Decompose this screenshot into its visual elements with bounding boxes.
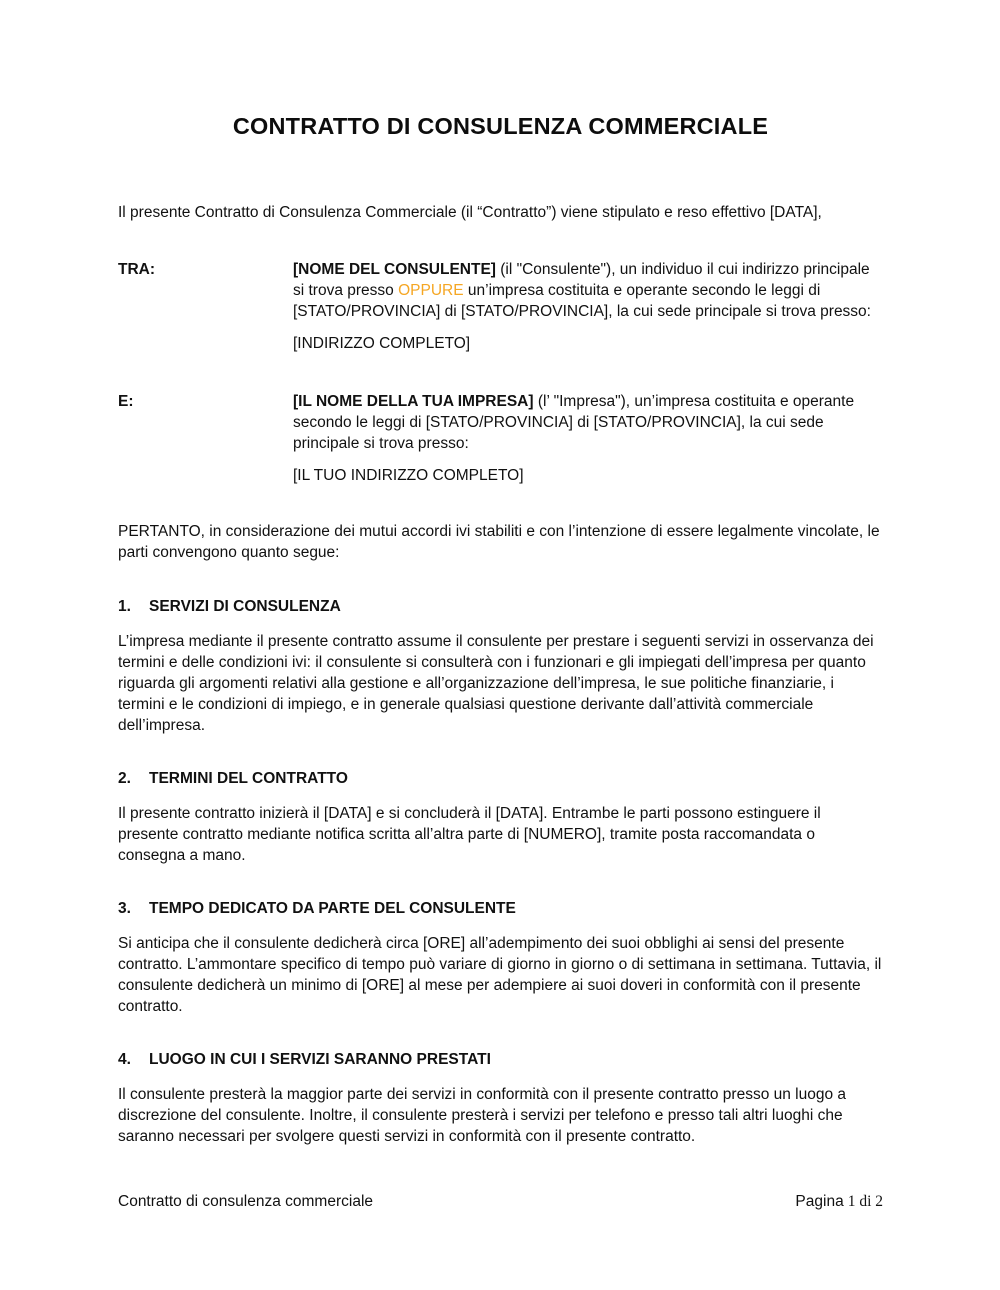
party-text-segment: (il "Consulente"), un individuo il cui indirizzo principale si trova presso (293, 261, 870, 299)
section-title: TERMINI DEL CONTRATTO (149, 770, 348, 787)
section-heading-1 (118, 596, 883, 617)
footer-document-name: Contratto di consulenza commerciale (118, 1193, 374, 1210)
party-content-tra (293, 259, 883, 354)
section-body-2: Il presente contratto inizierà il [DATA] e si concluderà il [DATA]. Entrambe le parti possono estinguere il presente contratto mediante notifica scritta all’altra parte di [NUMERO], tramite posta raccomandata o consegna a mano. (118, 805, 821, 864)
footer-page-indicator (795, 1191, 883, 1212)
section-heading-2 (118, 768, 883, 789)
company-name-placeholder: [IL NOME DELLA TUA IMPRESA] (293, 393, 534, 410)
party-paragraph (293, 259, 883, 322)
section-title: SERVIZI DI CONSULENZA (149, 598, 341, 615)
section-title: LUOGO IN CUI I SERVIZI SARANNO PRESTATI (149, 1051, 491, 1068)
recitals-paragraph: PERTANTO, in considerazione dei mutui accordi ivi stabiliti e con l’intenzione di essere legalmente vincolate, le parti convengono quanto segue: (118, 523, 880, 561)
section-number: 1. (118, 598, 131, 615)
section-body-3: Si anticipa che il consulente dedicherà circa [ORE] all’adempimento dei suoi obblighi ai sensi del presente contratto. L’ammontare specifico di tempo può variare di giorno in giorno o di settimana in settimana. Tuttavia, il consulente dedicherà un minimo di [ORE] al mese per adempiere ai suoi doveri in conformità con il presente contratto. (118, 935, 882, 1015)
party-text-segment: un’impresa costituita e operante secondo le leggi di [STATO/PROVINCIA] di [STATO/PROVINCIA], la cui sede principale si trova presso: (293, 282, 871, 320)
address-placeholder: [INDIRIZZO COMPLETO] (293, 335, 471, 352)
party-label-e: E: (118, 393, 134, 410)
page-footer (118, 1191, 883, 1212)
section-body-1: L’impresa mediante il presente contratto assume il consulente per prestare i seguenti servizi in osservanza dei termini e delle condizioni ivi: il consulente si consulterà con i funzionari e gli impiegati dell’impresa per quanto riguarda gli argomenti relativi alla gestione e all’organizzazione dell’impresa, le sue politiche finanziarie, i termini e le condizioni di impiego, e in generale qualsiasi questione derivante dall’attività commerciale dell’impresa. (118, 633, 874, 734)
section-title: TEMPO DEDICATO DA PARTE DEL CONSULENTE (149, 900, 516, 917)
party-row-tra (118, 259, 883, 354)
party-text-segment: (l’ "Impresa"), un’impresa costituita e operante secondo le leggi di [STATO/PROVINCIA] di [STATO/PROVINCIA], la cui sede principale si trova presso: (293, 393, 855, 452)
section-number: 4. (118, 1051, 131, 1068)
section-heading-3 (118, 898, 883, 919)
party-row-e (118, 391, 883, 486)
consultant-name-placeholder: [NOME DEL CONSULENTE] (293, 261, 496, 278)
address-placeholder: [IL TUO INDIRIZZO COMPLETO] (293, 467, 524, 484)
footer-page-label: Pagina (795, 1193, 844, 1210)
party-paragraph (293, 391, 883, 454)
intro-paragraph: Il presente Contratto di Consulenza Commerciale (il “Contratto”) viene stipulato e reso effettivo [DATA], (118, 204, 822, 221)
section-heading-4 (118, 1049, 883, 1070)
section-number: 3. (118, 900, 131, 917)
party-label-tra: TRA: (118, 261, 156, 278)
party-content-e (293, 391, 883, 486)
document-title: CONTRATTO DI CONSULENZA COMMERCIALE (232, 113, 769, 139)
section-body-4: Il consulente presterà la maggior parte dei servizi in conformità con il presente contratto presso un luogo a discrezione del consulente. Inoltre, il consulente presterà i servizi per telefono e presso tali altri luoghi che saranno necessari per svolgere questi servizi in conformità con il presente contratto. (118, 1086, 847, 1145)
section-number: 2. (118, 770, 131, 787)
oppure-highlight: OPPURE (398, 282, 464, 299)
footer-page-number: 1 di 2 (847, 1193, 883, 1210)
